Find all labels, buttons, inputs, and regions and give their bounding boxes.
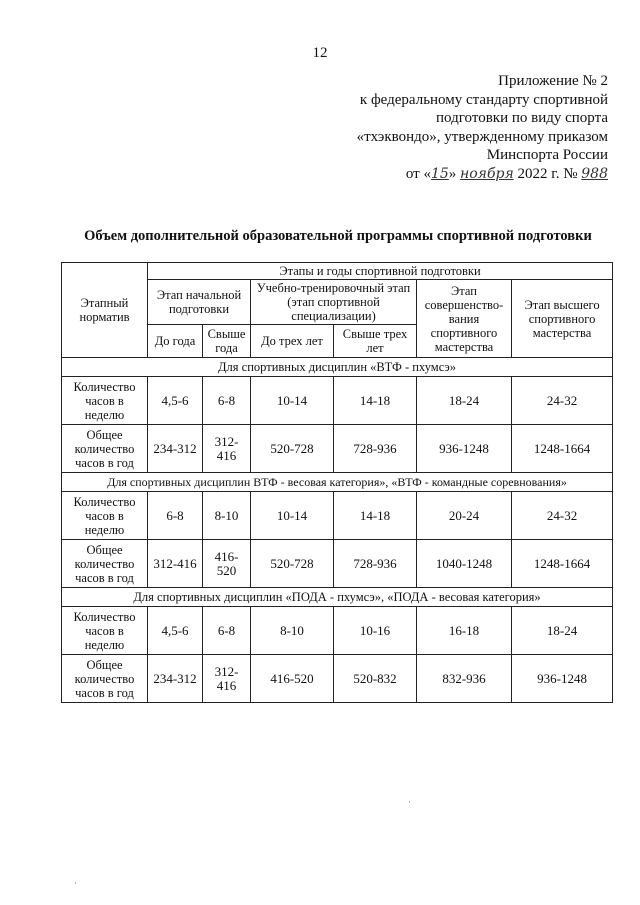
section-row: [62, 588, 613, 607]
header-stage-initial: Этап начальной подготовки: [148, 280, 251, 325]
table-cell: 832-936: [417, 655, 512, 703]
table-row-hours-year: [62, 540, 613, 588]
page-number: 12: [312, 45, 328, 61]
header-sub-initial-1: До года: [148, 325, 203, 358]
date-mid: »: [448, 165, 461, 182]
row-label: Общее количество часов в год: [62, 655, 148, 703]
table-row-hours-year: [62, 655, 613, 703]
section-title: Для спортивных дисциплин «ВТФ - пхумсэ»: [62, 358, 613, 377]
date-month: ноября: [460, 165, 514, 182]
table-cell: 728-936: [334, 540, 417, 588]
table-cell: 24-32: [512, 492, 613, 540]
header-stage-training: Учебно-тренировочный этап (этап спортивной специализации): [251, 280, 417, 325]
date-day: 15: [430, 165, 449, 182]
row-label: Количество часов в неделю: [62, 607, 148, 655]
header-stage-improvement: Этап совершенство-вания спортивного мастерства: [417, 280, 512, 358]
appendix-line-2: к федеральному стандарту спортивной: [359, 91, 608, 108]
row-label: Количество часов в неделю: [62, 377, 148, 425]
table-cell: 18-24: [417, 377, 512, 425]
table-cell: 234-312: [148, 425, 203, 473]
table-cell: 416-520: [203, 540, 251, 588]
table-row-hours-week: [62, 377, 613, 425]
table-cell: 16-18: [417, 607, 512, 655]
table-cell: 312-416: [203, 655, 251, 703]
appendix-block: [318, 72, 608, 183]
date-year: 2022 г. №: [513, 165, 582, 182]
table-row-hours-week: [62, 607, 613, 655]
table-cell: 10-14: [251, 377, 334, 425]
date-prefix: от «: [405, 165, 431, 182]
table-cell: 1248-1664: [512, 540, 613, 588]
table-cell: 6-8: [148, 492, 203, 540]
table-cell: 520-728: [251, 540, 334, 588]
order-date-line: [318, 165, 608, 184]
table-cell: 24-32: [512, 377, 613, 425]
table-cell: 234-312: [148, 655, 203, 703]
table-cell: 520-728: [251, 425, 334, 473]
table-cell: 416-520: [251, 655, 334, 703]
table-cell: 6-8: [203, 607, 251, 655]
table-cell: 20-24: [417, 492, 512, 540]
document-title: Объем дополнительной образовательной программы спортивной подготовки: [84, 228, 592, 244]
table-cell: 6-8: [203, 377, 251, 425]
appendix-line-3: подготовки по виду спорта: [436, 110, 608, 126]
table-cell: 728-936: [334, 425, 417, 473]
table-cell: 312-416: [148, 540, 203, 588]
appendix-line-1: Приложение № 2: [498, 73, 608, 89]
appendix-line-4: «тхэквондо», утвержденному приказом: [356, 128, 608, 145]
table-cell: 14-18: [334, 377, 417, 425]
scan-speck: ·: [408, 797, 411, 807]
table-row-hours-week: [62, 492, 613, 540]
order-number: 988: [581, 165, 608, 182]
header-sub-training-2: Свыше трех лет: [334, 325, 417, 358]
program-volume-table: [61, 262, 613, 703]
table-cell: 10-14: [251, 492, 334, 540]
row-label: Общее количество часов в год: [62, 425, 148, 473]
table-cell: 520-832: [334, 655, 417, 703]
table-cell: 1040-1248: [417, 540, 512, 588]
section-row: [62, 473, 613, 492]
section-title: Для спортивных дисциплин «ПОДА - пхумсэ», «ПОДА - весовая категория»: [62, 588, 613, 607]
section-title: Для спортивных дисциплин ВТФ - весовая категория», «ВТФ - командные соревнования»: [62, 473, 613, 492]
appendix-line-5: Минспорта России: [486, 147, 608, 163]
table-cell: 14-18: [334, 492, 417, 540]
row-label: Общее количество часов в год: [62, 540, 148, 588]
section-row: [62, 358, 613, 377]
header-sub-training-1: До трех лет: [251, 325, 334, 358]
table-cell: 936-1248: [512, 655, 613, 703]
table-cell: 8-10: [251, 607, 334, 655]
header-row-1: [62, 263, 613, 280]
table-cell: 1248-1664: [512, 425, 613, 473]
table-cell: 4,5-6: [148, 607, 203, 655]
scan-speck: ·: [74, 878, 77, 888]
table-cell: 10-16: [334, 607, 417, 655]
table-cell: 312-416: [203, 425, 251, 473]
table-cell: 936-1248: [417, 425, 512, 473]
table-cell: 8-10: [203, 492, 251, 540]
header-stages: Этапы и годы спортивной подготовки: [148, 263, 613, 280]
header-norm: Этапный норматив: [62, 263, 148, 358]
row-label: Количество часов в неделю: [62, 492, 148, 540]
table-cell: 18-24: [512, 607, 613, 655]
header-sub-initial-2: Свыше года: [203, 325, 251, 358]
table-row-hours-year: [62, 425, 613, 473]
header-stage-highest: Этап высшего спортивного мастерства: [512, 280, 613, 358]
table-cell: 4,5-6: [148, 377, 203, 425]
